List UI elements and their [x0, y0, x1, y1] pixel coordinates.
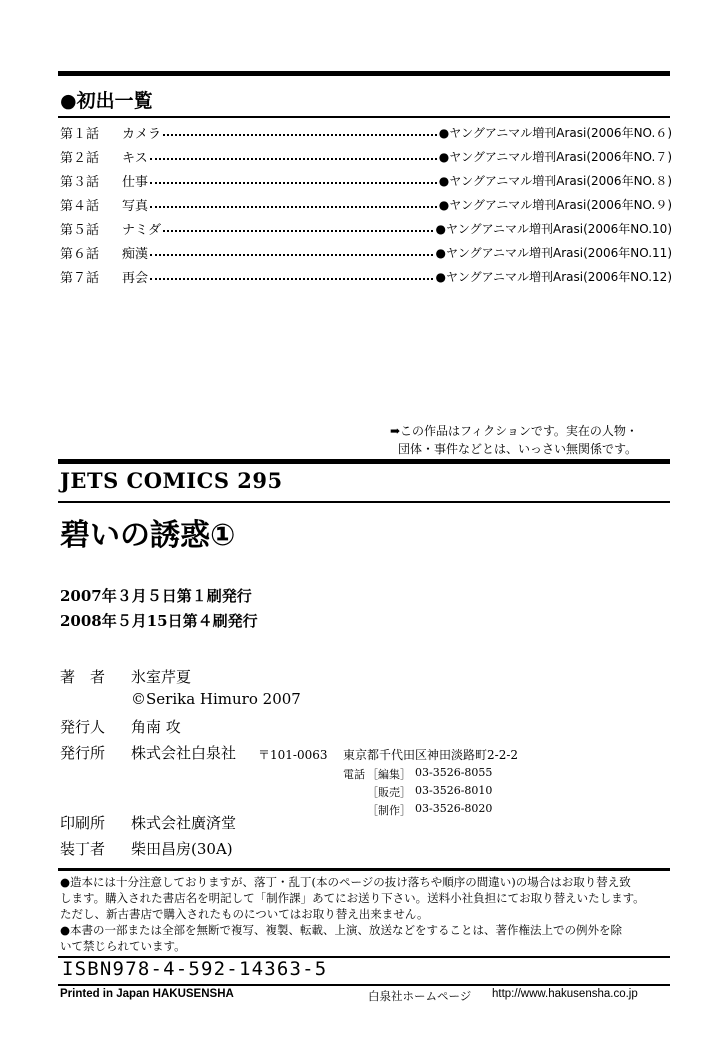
chapter-number: 第７話: [60, 270, 100, 286]
chapter-source: ●ヤングアニマル増刊Arasi(2006年NO.10): [435, 221, 672, 236]
note-line-1: ●造本には十分注意しておりますが、落丁・乱丁(本のページの抜け落ちや順序の間違い)の場合はお取り替え致: [60, 875, 631, 889]
toc-heading: ●初出一覧: [60, 90, 153, 112]
publisher-person-label: 発行人: [60, 718, 106, 736]
phone-prefix: 電話: [343, 768, 365, 781]
toc-row-3: [60, 170, 672, 190]
chapter-title: カメラ: [122, 126, 162, 142]
chapter-source: ●ヤングアニマル増刊Arasi(2006年NO.９): [438, 197, 672, 212]
phone-dept-sales: ［販売］: [367, 786, 411, 799]
mid-rule: [58, 459, 670, 464]
chapter-number: 第６話: [60, 246, 100, 262]
chapter-source: ●ヤングアニマル増刊Arasi(2006年NO.７): [438, 149, 672, 164]
series-underline: [58, 501, 670, 503]
note-line-5: いて禁じられています。: [60, 939, 186, 953]
chapter-source: ●ヤングアニマル増刊Arasi(2006年NO.12): [435, 269, 672, 284]
toc-row-4: [60, 194, 672, 214]
toc-row-1: [60, 122, 672, 142]
chapter-source: ●ヤングアニマル増刊Arasi(2006年NO.８): [438, 173, 672, 188]
chapter-number: 第１話: [60, 126, 100, 142]
chapter-number: 第３話: [60, 174, 100, 190]
chapter-title: 再会: [122, 270, 149, 286]
chapter-source: ●ヤングアニマル増刊Arasi(2006年NO.11): [435, 245, 672, 260]
notes-rule: [58, 868, 670, 871]
publisher-label: 発行所: [60, 744, 106, 762]
leader-dots: [163, 134, 437, 136]
leader-dots: [150, 206, 437, 208]
series-label: JETS COMICS 295: [60, 468, 283, 493]
phone-dept-production: ［制作］: [367, 804, 411, 817]
homepage-url[interactable]: http://www.hakusensha.co.jp: [492, 988, 638, 1000]
fiction-notice-line-1: ➡この作品はフィクションです。実在の人物・: [390, 424, 638, 438]
first-edition-date: 2007年３月５日第１刷発行: [60, 587, 252, 605]
note-line-3: ただし、新古書店で購入されたものについてはお取り替え出来ません。: [60, 907, 429, 921]
leader-dots: [150, 254, 433, 256]
printer-label: 印刷所: [60, 814, 106, 832]
chapter-title: キス: [122, 150, 148, 166]
copyright: ©Serika Himuro 2007: [131, 690, 301, 708]
leader-dots: [163, 230, 433, 232]
isbn: ISBN978-4-592-14363-5: [62, 958, 328, 980]
notes-block: [60, 874, 672, 954]
phone-dept-editorial: ［編集］: [367, 768, 411, 781]
chapter-title: ナミダ: [122, 222, 162, 238]
printer-name: 株式会社廣済堂: [131, 814, 237, 832]
toc-row-6: [60, 242, 672, 262]
author-name: 氷室芹夏: [131, 668, 192, 686]
leader-dots: [150, 278, 433, 280]
chapter-title: 仕事: [122, 174, 149, 190]
address: 東京都千代田区神田淡路町2-2-2: [343, 748, 519, 762]
phone-number-sales: 03-3526-8010: [415, 784, 493, 797]
isbn-bottom-rule: [58, 984, 670, 986]
leader-dots: [150, 158, 437, 160]
homepage-label: 白泉社ホームページ: [368, 989, 472, 1003]
chapter-title: 写真: [122, 198, 149, 214]
fourth-edition-date: 2008年５月15日第４刷発行: [60, 612, 258, 630]
printed-in-japan: Printed in Japan HAKUSENSHA: [60, 988, 234, 1000]
chapter-source: ●ヤングアニマル増刊Arasi(2006年NO.６): [438, 125, 672, 140]
phone-number-production: 03-3526-8020: [415, 802, 493, 815]
book-title: 碧いの誘惑①: [60, 518, 236, 553]
chapter-number: 第４話: [60, 198, 100, 214]
publisher-name: 株式会社白泉社: [131, 744, 237, 762]
chapter-number: 第２話: [60, 150, 100, 166]
note-line-4: ●本書の一部または全部を無断で複写、複製、転載、上演、放送などをすることは、著作権法上での例外を除: [60, 923, 623, 937]
designer-label: 装丁者: [60, 840, 106, 858]
chapter-title: 痴漢: [122, 246, 149, 262]
leader-dots: [150, 182, 437, 184]
toc-row-7: [60, 266, 672, 286]
toc-row-5: [60, 218, 672, 238]
toc-heading-underline: [58, 116, 670, 118]
author-label: 著 者: [60, 668, 106, 686]
publisher-person: 角南 攻: [131, 718, 181, 736]
toc-row-2: [60, 146, 672, 166]
designer-name: 柴田昌房(30A): [131, 840, 233, 858]
phone-number-editorial: 03-3526-8055: [415, 766, 493, 779]
postal-code: 〒101-0063: [258, 748, 328, 762]
fiction-notice-line-2: 団体・事件などとは、いっさい無関係です。: [398, 442, 638, 456]
chapter-number: 第５話: [60, 222, 100, 238]
top-rule: [58, 71, 670, 76]
note-line-2: します。購入された書店名を明記して「制作課」あてにお送り下さい。送料小社負担にてお取り替えいたします。: [60, 891, 645, 905]
